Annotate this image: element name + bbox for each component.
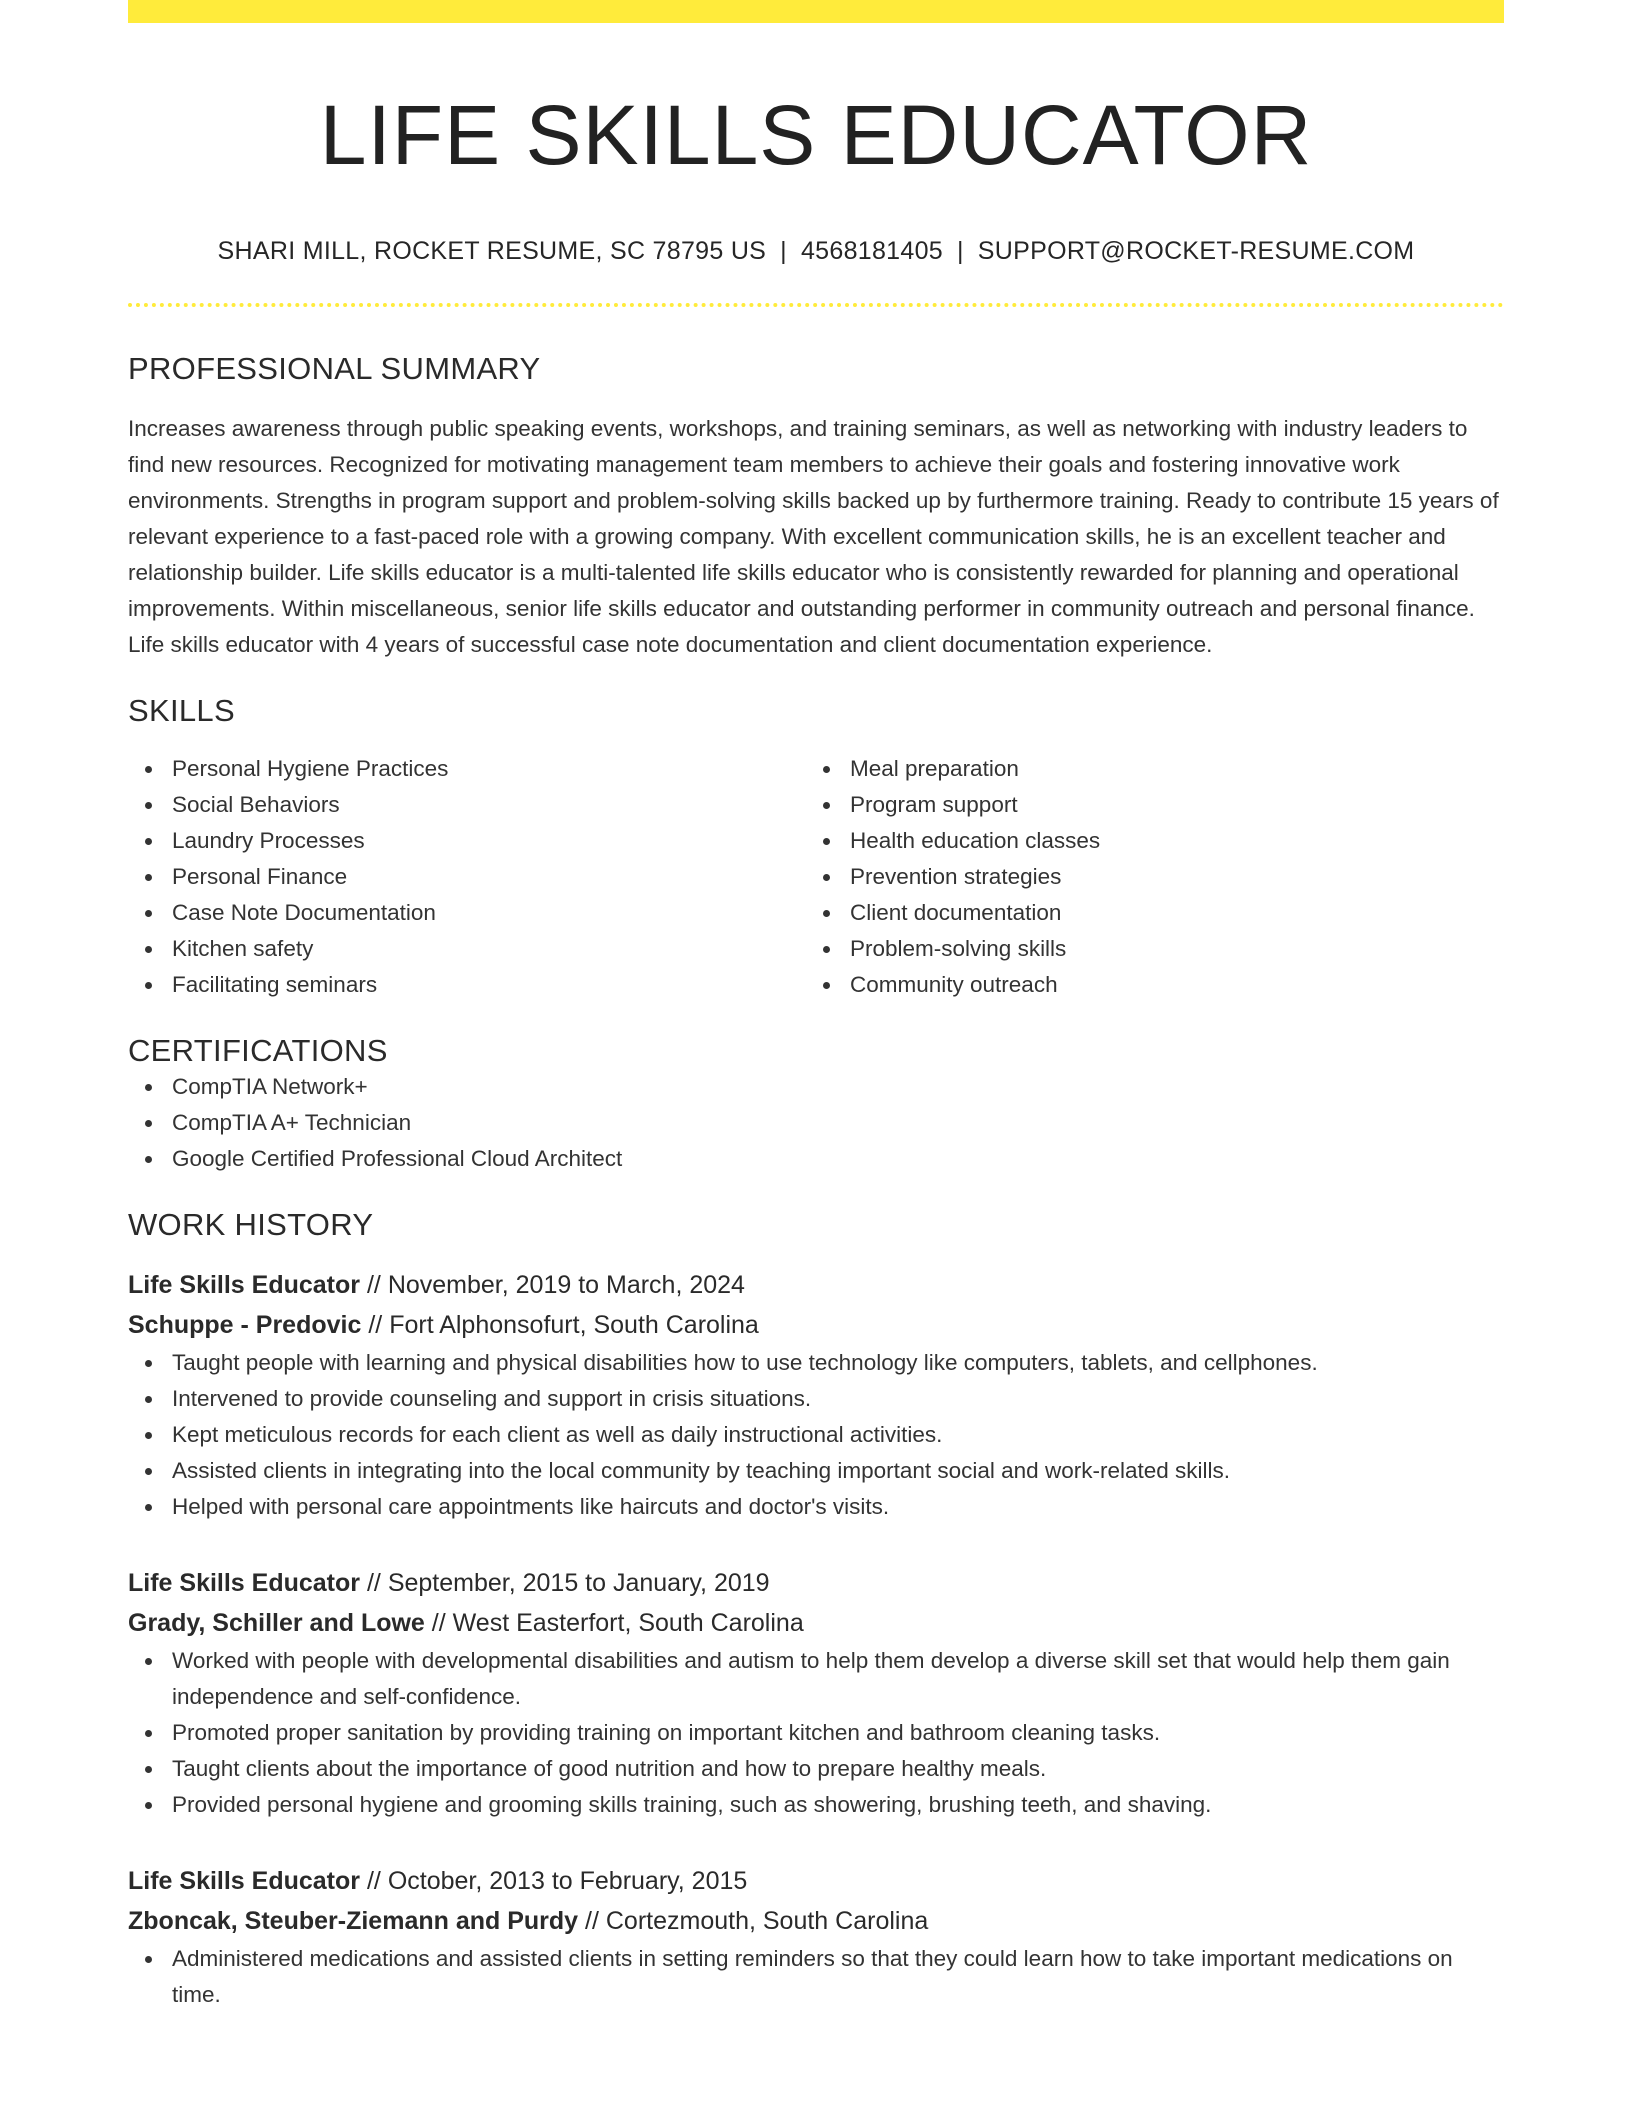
list-item: Personal Finance [128, 859, 806, 895]
certifications-list [128, 1069, 1504, 1177]
job-bullets [128, 1345, 1504, 1525]
skills-heading: SKILLS [128, 693, 235, 729]
list-item: Kept meticulous records for each client as well as daily instructional activities. [128, 1417, 1504, 1453]
dotted-divider [128, 303, 1504, 307]
list-item: Provided personal hygiene and grooming skills training, such as showering, brushing teeth, and shaving. [128, 1787, 1504, 1823]
job-bullets [128, 1941, 1504, 2013]
job-company-line [128, 1603, 1504, 1643]
list-item: Facilitating seminars [128, 967, 806, 1003]
list-item: Laundry Processes [128, 823, 806, 859]
job-separator: // [360, 1271, 388, 1300]
list-item: Intervened to provide counseling and support in crisis situations. [128, 1381, 1504, 1417]
job-title-line [128, 1563, 1504, 1603]
job-title-line [128, 1861, 1504, 1901]
contact-email: SUPPORT@ROCKET-RESUME.COM [977, 237, 1415, 266]
job-location: Cortezmouth, South Carolina [605, 1907, 929, 1936]
list-item: Personal Hygiene Practices [128, 751, 806, 787]
resume-title: LIFE SKILLS EDUCATOR [319, 88, 1313, 182]
list-item: Worked with people with developmental disabilities and autism to help them develop a diverse skill set that would help them gain independence and self-confidence. [128, 1643, 1504, 1715]
accent-top-bar [128, 0, 1504, 23]
summary-text: Increases awareness through public speaking events, workshops, and training seminars, as well as networking with industry leaders to find new resources. Recognized for motivating management team members to achieve their goals and fostering innovative work environments. Strengths in program support and problem-solving skills backed up by furthermore training. Ready to contribute 15 years of relevant experience to a fast-paced role with a growing company. With excellent communication skills, he is an excellent teacher and relationship builder. Life skills educator is a multi-talented life skills educator who is consistently rewarded for planning and operational improvements. Within miscellaneous, senior life skills educator and outstanding performer in community outreach and personal finance. Life skills educator with 4 years of successful case note documentation and client documentation experience. [128, 416, 1499, 658]
job-dates: November, 2019 to March, 2024 [387, 1271, 745, 1300]
job-entry [128, 1563, 1504, 1823]
contact-line [128, 237, 1504, 266]
job-location: Fort Alphonsofurt, South Carolina [389, 1311, 759, 1340]
skills-columns [128, 751, 1504, 1003]
list-item: Community outreach [806, 967, 1484, 1003]
skills-column-left [128, 751, 806, 1003]
list-item: Program support [806, 787, 1484, 823]
resume-page [128, 0, 1504, 2013]
job-dates: September, 2015 to January, 2019 [387, 1569, 770, 1598]
job-company: Grady, Schiller and Lowe [128, 1609, 425, 1638]
contact-address: SHARI MILL, ROCKET RESUME, SC 78795 US [217, 237, 767, 266]
list-item: Taught clients about the importance of good nutrition and how to prepare healthy meals. [128, 1751, 1504, 1787]
list-item: Prevention strategies [806, 859, 1484, 895]
certifications-heading: CERTIFICATIONS [128, 1033, 388, 1069]
job-entry [128, 1861, 1504, 2013]
job-title: Life Skills Educator [128, 1569, 361, 1598]
job-entry [128, 1265, 1504, 1525]
list-item: Problem-solving skills [806, 931, 1484, 967]
job-separator: // [578, 1907, 606, 1936]
list-item: Meal preparation [806, 751, 1484, 787]
list-item: Administered medications and assisted clients in setting reminders so that they could learn how to take important medications on time. [128, 1941, 1504, 2013]
list-item: Health education classes [806, 823, 1484, 859]
job-company-line [128, 1901, 1504, 1941]
list-item: Taught people with learning and physical disabilities how to use technology like computers, tablets, and cellphones. [128, 1345, 1504, 1381]
skills-list-left [128, 751, 806, 1003]
list-item: CompTIA A+ Technician [128, 1105, 1504, 1141]
skills-column-right [806, 751, 1484, 1003]
job-title: Life Skills Educator [128, 1271, 361, 1300]
job-company: Schuppe - Predovic [128, 1311, 362, 1340]
list-item: Helped with personal care appointments like haircuts and doctor's visits. [128, 1489, 1504, 1525]
contact-separator: | [957, 237, 964, 266]
job-company: Zboncak, Steuber-Ziemann and Purdy [128, 1907, 579, 1936]
contact-separator: | [780, 237, 787, 266]
list-item: Client documentation [806, 895, 1484, 931]
job-separator: // [361, 1311, 390, 1340]
list-item: Kitchen safety [128, 931, 806, 967]
job-company-line [128, 1305, 1504, 1345]
job-separator: // [360, 1867, 388, 1896]
job-dates: October, 2013 to February, 2015 [387, 1867, 748, 1896]
job-bullets [128, 1643, 1504, 1823]
work-history-heading: WORK HISTORY [128, 1207, 374, 1243]
summary-heading: PROFESSIONAL SUMMARY [128, 351, 541, 387]
skills-list-right [806, 751, 1484, 1003]
job-title-line [128, 1265, 1504, 1305]
list-item: Assisted clients in integrating into the local community by teaching important social and work-related skills. [128, 1453, 1504, 1489]
list-item: Google Certified Professional Cloud Architect [128, 1141, 1504, 1177]
list-item: Case Note Documentation [128, 895, 806, 931]
job-location: West Easterfort, South Carolina [452, 1609, 804, 1638]
list-item: Promoted proper sanitation by providing training on important kitchen and bathroom cleaning tasks. [128, 1715, 1504, 1751]
list-item: CompTIA Network+ [128, 1069, 1504, 1105]
job-separator: // [360, 1569, 388, 1598]
contact-phone: 4568181405 [800, 237, 943, 266]
work-history-list [128, 1265, 1504, 2013]
list-item: Social Behaviors [128, 787, 806, 823]
job-title: Life Skills Educator [128, 1867, 361, 1896]
job-separator: // [424, 1609, 453, 1638]
